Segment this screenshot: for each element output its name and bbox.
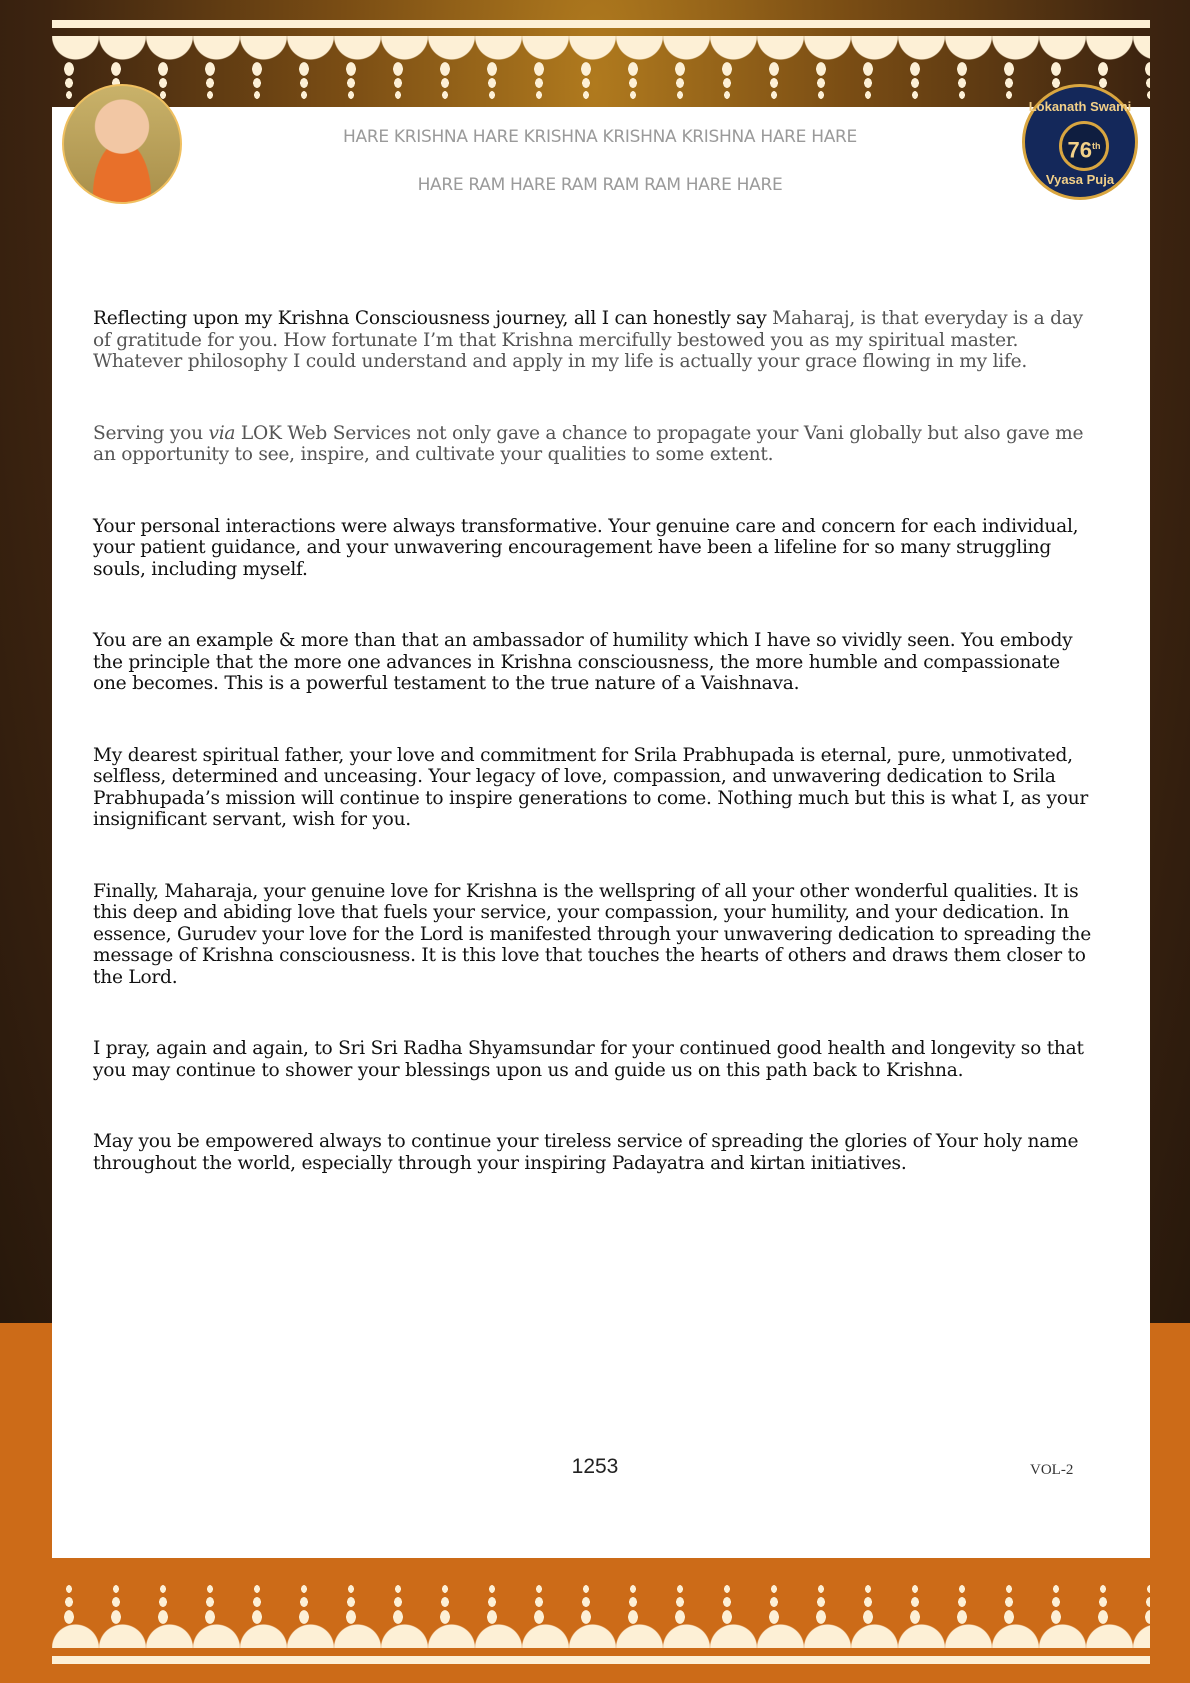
paragraph-4: You are an example & more than that an ambassador of humility which I have so vividly seen. You embody the principle that the more one advances in Krishna consciousness, the more humble and compassionate one becomes. This is a powerful testament to the true nature of a Vaishnava. bbox=[93, 630, 1073, 694]
mantra-line-2: HARE RAM HARE RAM RAM RAM HARE HARE bbox=[417, 175, 783, 195]
badge-bottom-text: Vyasa Puja bbox=[1045, 172, 1115, 187]
p2-text-b: LOK Web Services not only gave a chance to propagate your Vani globally but also gave me an opportunity to see, inspire, and cultivate your qualities to some extent. bbox=[93, 422, 1084, 465]
paragraph-1 bbox=[93, 308, 1093, 373]
p2-text-a: Serving you bbox=[93, 422, 209, 444]
top-dots-row bbox=[52, 62, 1150, 76]
bottom-scallop-border bbox=[52, 1624, 1150, 1648]
paragraph-3: Your personal interactions were always transformative. Your genuine care and concern for each individual, your patient guidance, and your unwavering encouragement have been a lifeline for so many struggling souls, including myself. bbox=[93, 515, 1079, 580]
bottom-dots-row bbox=[52, 1610, 1150, 1624]
page-number: 1253 bbox=[571, 1455, 619, 1478]
top-scallop-border bbox=[52, 36, 1150, 60]
p1-text-a: Reflecting upon my Krishna Consciousness journey, all I can honestly say bbox=[93, 308, 773, 329]
guru-portrait bbox=[62, 84, 182, 204]
p2-emphasis: via bbox=[208, 422, 236, 444]
paragraph-2 bbox=[93, 423, 1093, 466]
paragraph-7: I pray, again and again, to Sri Sri Radha Shyamsundar for your continued good health and longevity so that you may continue to shower your blessings upon us and guide us on this path back to Krishna. bbox=[93, 1038, 1084, 1081]
mantra-line-1: HARE KRISHNA HARE KRISHNA KRISHNA KRISHNA HARE HARE bbox=[343, 127, 857, 147]
paragraph-8: May you be empowered always to continue your tireless service of spreading the glories of Your holy name throughout the world, especially through your inspiring Padayatra and kirtan initiatives. bbox=[93, 1131, 1079, 1174]
letter-body bbox=[93, 308, 1093, 1224]
paragraph-5: My dearest spiritual father, your love and commitment for Srila Prabhupada is eternal, pure, unmotivated, selfless, determined and unceasing. Your legacy of love, compassion, and unwavering dedication to Srila Prabhupada’s mission will continue to inspire generations to come. Nothing much but this is what I, as your insignificant servant, wish for you. bbox=[93, 744, 1089, 830]
vyasa-puja-badge-logo bbox=[1022, 84, 1138, 200]
bottom-border-bar bbox=[52, 1656, 1150, 1664]
badge-number: 76th bbox=[1059, 121, 1109, 171]
bottom-dots-row bbox=[52, 1597, 1150, 1607]
badge-top-text: Lokanath Swami bbox=[1028, 99, 1132, 114]
top-border-bar bbox=[52, 20, 1150, 28]
bottom-dots-row bbox=[52, 1585, 1150, 1593]
top-dots-row bbox=[52, 78, 1150, 88]
top-dots-row bbox=[52, 91, 1150, 99]
paragraph-6: Finally, Maharaja, your genuine love for Krishna is the wellspring of all your other wonderful qualities. It is this deep and abiding love that fuels your service, your compassion, your humility, and your dedication. In essence, Gurudev your love for the Lord is manifested through your unwavering dedication to spreading the message of Krishna consciousness. It is this love that touches the hearts of others and draws them closer to the Lord. bbox=[93, 880, 1092, 988]
volume-label: VOL-2 bbox=[1030, 1462, 1074, 1478]
p1-text-b: Maharaj, is that everyday is a day of gratitude for you. How fortunate I’m that Krishna mercifully bestowed you as my spiritual master. Whatever philosophy I could understand and apply in my life is actually your grace flowing in my life. bbox=[93, 308, 1083, 372]
